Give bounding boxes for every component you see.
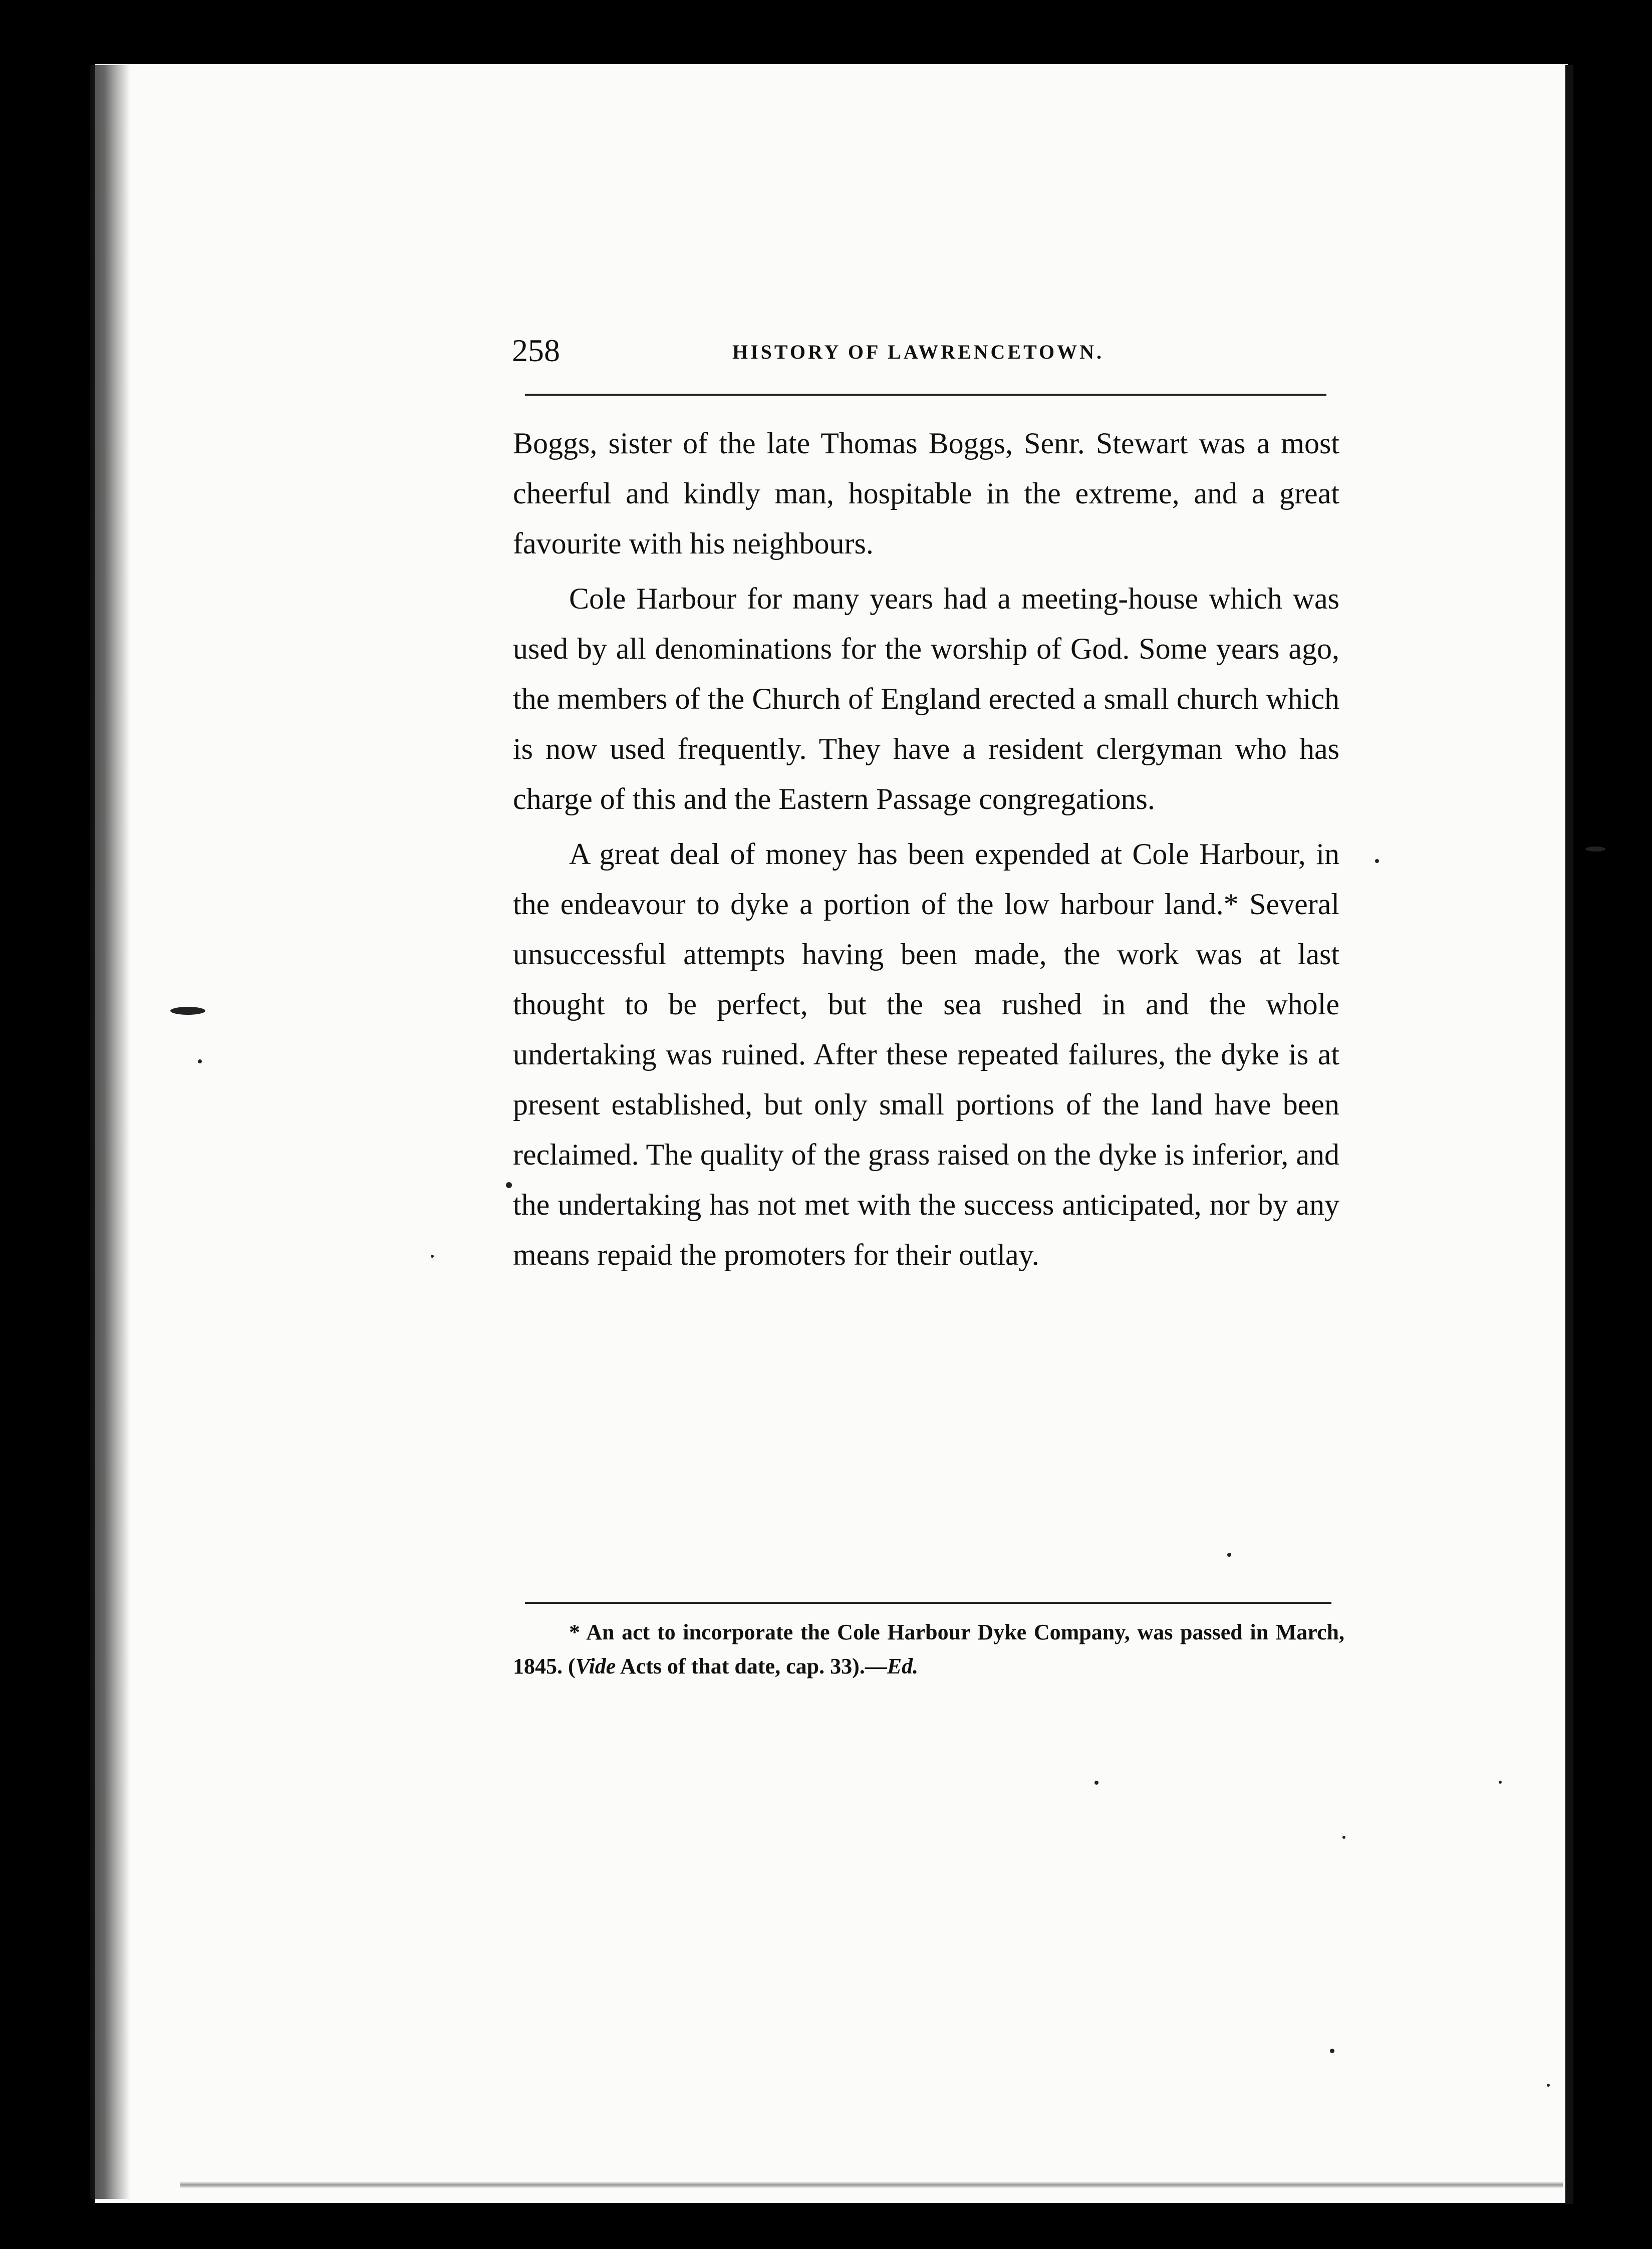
scan-speck [506, 1182, 512, 1188]
scan-speck [1547, 2084, 1550, 2087]
page-number: 258 [512, 333, 560, 368]
scan-speck [431, 1255, 434, 1258]
paragraph-meeting-house: Cole Harbour for many years had a meeting-house which was used by all denominations for the worship of God. Some years ago, the members of the Church of England erected a small church which is now used frequently. They have a resident clergyman who has charge of this and the Eastern Passage congregations. [513, 582, 1339, 815]
scan-speck [1585, 847, 1605, 852]
footnote [513, 1615, 1344, 1683]
header-rule [525, 394, 1326, 396]
scan-speck [1342, 1836, 1345, 1839]
footnote-text [513, 1615, 1344, 1683]
scan-speck [1227, 1553, 1231, 1557]
page-left-edge-shadow [90, 65, 130, 2199]
scan-speck [170, 1007, 205, 1015]
page-header [512, 331, 1338, 371]
footnote-editor: Ed. [887, 1654, 919, 1678]
body-text [513, 418, 1339, 1285]
page-bottom-edge-shadow [180, 2181, 1563, 2188]
paragraph-dyke: A great deal of money has been expended at Cole Harbour, in the endeavour to dyke a portion of the low harbour land.* Several unsuccessful attempts having been made, the work was at last thought to be perfect, but the sea rushed in and the whole undertaking was ruined. After these repeated failures, the dyke is at present established, but only small portions of the land have been reclaimed. The quality of the grass raised on the dyke is inferior, and the undertaking has not met with the success anticipated, nor by any means repaid the promoters for their outlay. [513, 837, 1339, 1271]
running-head: HISTORY OF LAWRENCETOWN. [732, 341, 1105, 363]
paragraph-continued: Boggs, sister of the late Thomas Boggs, Senr. Stewart was a most cheerful and kindly man, hospitable in the extreme, and a great favourite with his neighbours. [513, 427, 1339, 560]
scan-speck [1499, 1781, 1502, 1784]
footnote-vide: Vide [575, 1654, 616, 1678]
footnote-rule [525, 1602, 1331, 1604]
scan-speck [1330, 2049, 1334, 2053]
scan-speck [1375, 859, 1379, 863]
scan-speck [1094, 1781, 1098, 1785]
scan-speck [198, 1059, 202, 1063]
footnote-text-part-1: * An act to incorporate the Cole Harbour Dyke Company, was passed in March, 1845. ( [513, 1620, 1344, 1678]
footnote-text-part-2: Acts of that date, cap. 33).— [616, 1654, 887, 1678]
page-right-edge-shadow [1565, 65, 1573, 2204]
